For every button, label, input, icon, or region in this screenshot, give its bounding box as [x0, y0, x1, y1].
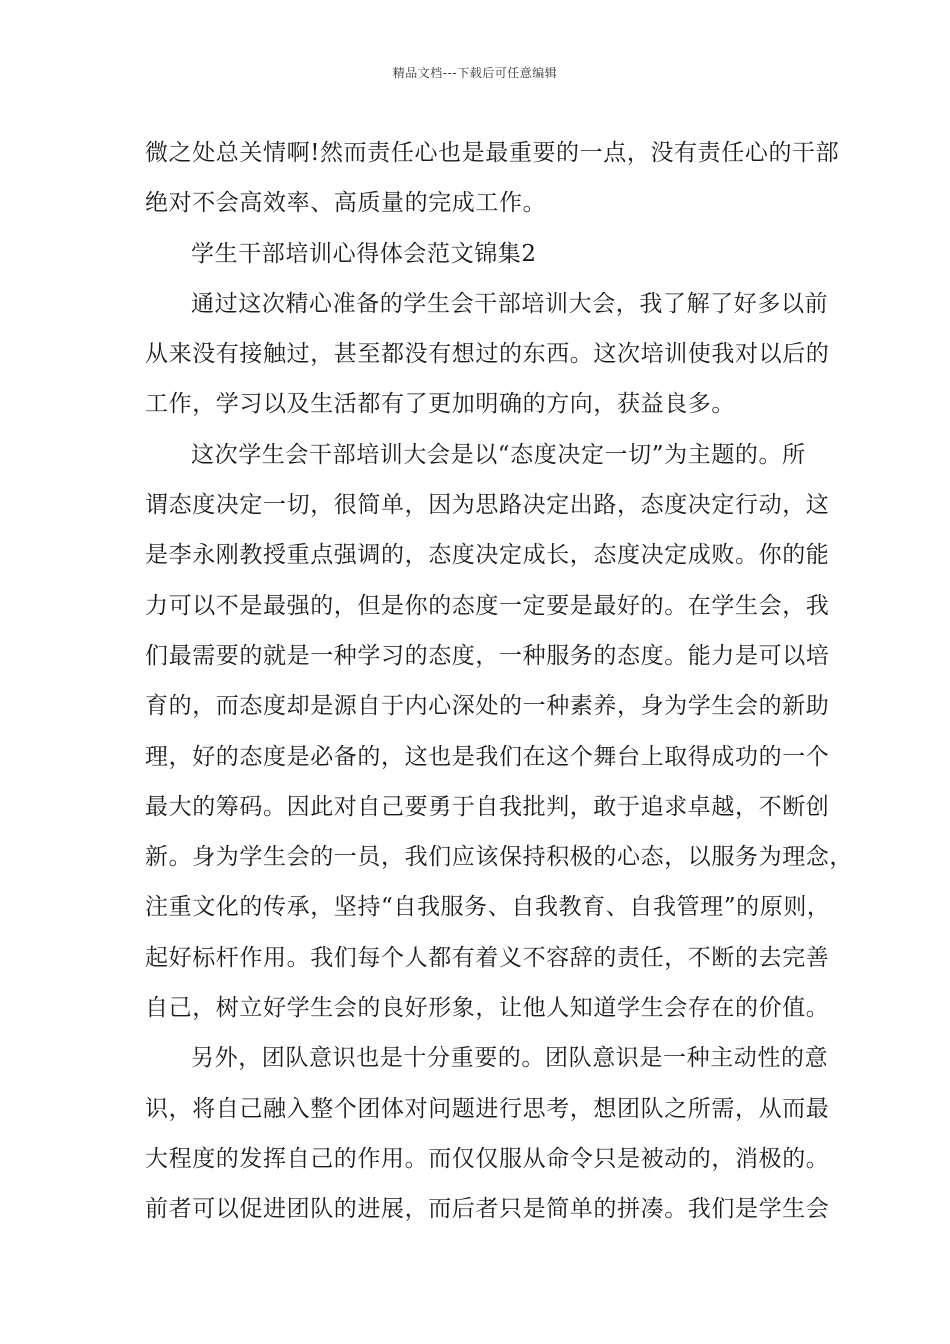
text-line: 从来没有接触过，甚至都没有想过的东西。这次培训使我对以后的 — [145, 341, 830, 368]
page-header: 精品文档---下载后可任意编辑 — [392, 66, 558, 80]
document-body — [145, 128, 853, 1235]
section-heading: 学生干部培训心得体会范文锦集2 — [191, 240, 537, 267]
text-line: 微之处总关情啊!然而责任心也是最重要的一点，没有责任心的干部 — [145, 140, 840, 166]
text-line: 这次学生会干部培训大会是以“态度决定一切”为主题的。所 — [191, 441, 806, 468]
text-line: 谓态度决定一切，很简单，因为思路决定出路，态度决定行动，这 — [145, 492, 830, 519]
text-line: 是李永刚教授重点强调的，态度决定成长，态度决定成败。你的能 — [145, 542, 830, 569]
text-line: 们最需要的就是一种学习的态度，一种服务的态度。能力是可以培 — [145, 642, 830, 669]
text-line: 注重文化的传承，坚持“自我服务、自我教育、自我管理”的原则， — [145, 894, 831, 921]
text-line: 绝对不会高效率、高质量的完成工作。 — [145, 190, 547, 217]
text-line: 新。身为学生会的一员，我们应该保持积极的心态，以服务为理念， — [145, 844, 853, 871]
text-line: 起好标杆作用。我们每个人都有着义不容辞的责任，不断的去完善 — [145, 944, 830, 971]
text-line: 大程度的发挥自己的作用。而仅仅服从命令只是被动的，消极的。 — [145, 1145, 830, 1172]
text-line: 工作，学习以及生活都有了更加明确的方向，获益良多。 — [145, 391, 735, 418]
text-line: 力可以不是最强的，但是你的态度一定要是最好的。在学生会，我 — [145, 592, 830, 619]
text-line: 另外，团队意识也是十分重要的。团队意识是一种主动性的意 — [191, 1045, 829, 1072]
text-line: 育的，而态度却是源自于内心深处的一种素养，身为学生会的新助 — [145, 693, 830, 720]
text-line: 理，好的态度是必备的，这也是我们在这个舞台上取得成功的一个 — [145, 743, 830, 770]
text-line: 自己，树立好学生会的良好形象，让他人知道学生会存在的价值。 — [145, 995, 830, 1022]
text-line: 识，将自己融入整个团体对问题进行思考，想团队之所需，从而最 — [145, 1095, 830, 1122]
text-line: 前者可以促进团队的进展，而后者只是简单的拼凑。我们是学生会 — [145, 1196, 830, 1223]
text-line: 通过这次精心准备的学生会干部培训大会，我了解了好多以前 — [191, 290, 829, 317]
text-line: 最大的筹码。因此对自己要勇于自我批判，敢于追求卓越，不断创 — [145, 793, 830, 820]
